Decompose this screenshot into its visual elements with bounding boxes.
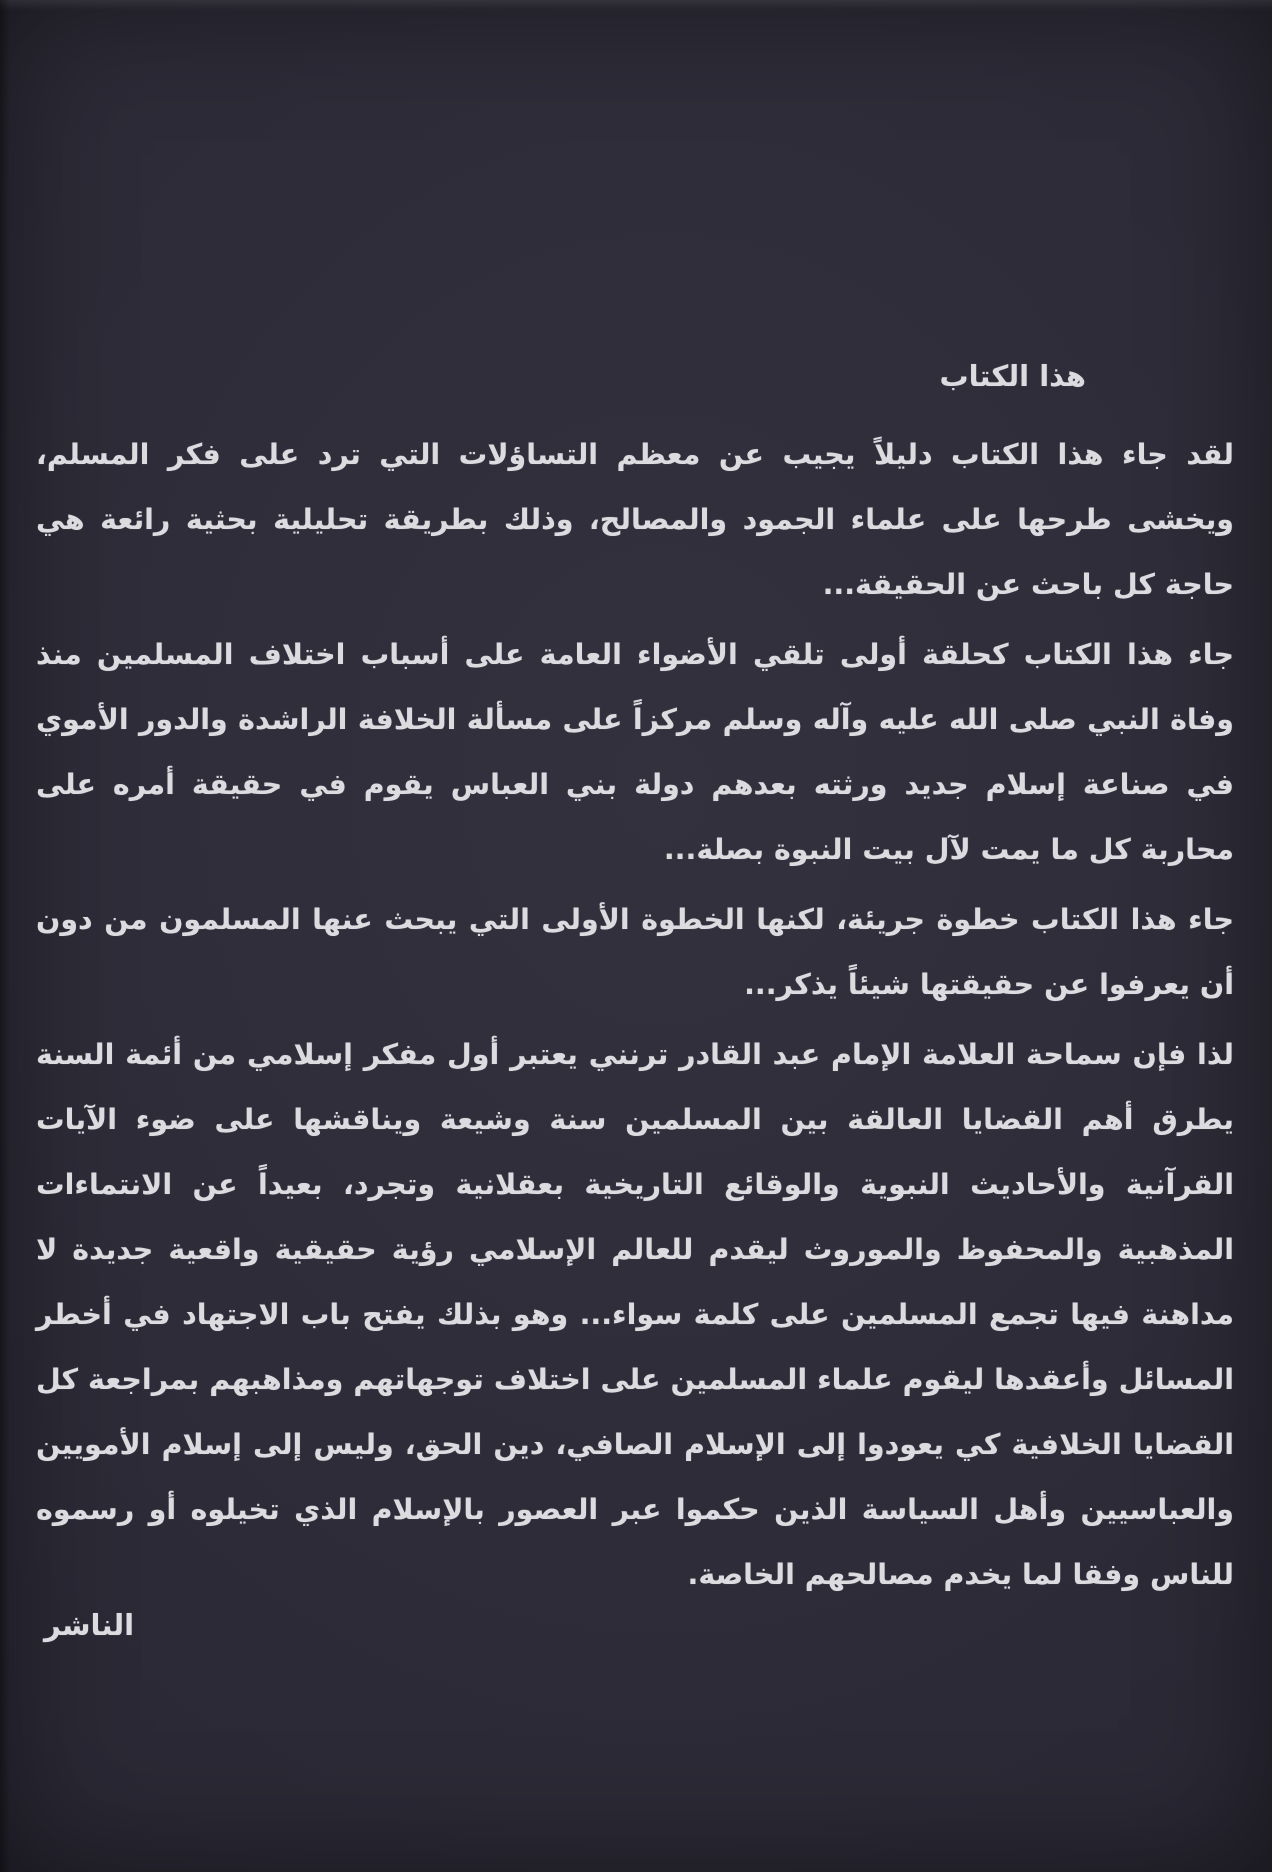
publisher-signature: الناشر (44, 1608, 135, 1642)
cover-left-edge-shadow (0, 0, 10, 1872)
back-cover-text-block (36, 352, 1234, 1612)
back-cover-paragraph-4: لذا فإن سماحة العلامة الإمام عبد القادر ترنني يعتبر أول مفكر إسلامي من أئمة السنة يطرق أهم القضايا العالقة بين المسلمين سنة وشيعة ويناقشها على ضوء الآيات القرآنية والأحاديث النبوية والوقائع التاريخية بعقلانية وتجرد، بعيداً عن الانتماءات المذهبية والمحفوظ والموروث ليقدم للعالم الإسلامي رؤية حقيقية واقعية جديدة لا مداهنة فيها تجمع المسلمين على كلمة سواء... وهو بذلك يفتح باب الاجتهاد في أخطر المسائل وأعقدها ليقوم علماء المسلمين على اختلاف توجهاتهم ومذاهبهم بمراجعة كل القضايا الخلافية كي يعودوا إلى الإسلام الصافي، دين الحق، وليس إلى إسلام الأمويين والعباسيين وأهل السياسة الذين حكموا عبر العصور بالإسلام الذي تخيلوه أو رسموه للناس وفقا لما يخدم مصالحهم الخاصة. (36, 1038, 1234, 1591)
back-cover-paragraph-1: لقد جاء هذا الكتاب دليلاً يجيب عن معظم التساؤلات التي ترد على فكر المسلم، ويخشى طرحها على علماء الجمود والمصالح، وذلك بطريقة تحليلية بحثية رائعة هي حاجة كل باحث عن الحقيقة... (36, 438, 1234, 601)
back-cover-paragraph-2: جاء هذا الكتاب كحلقة أولى تلقي الأضواء العامة على أسباب اختلاف المسلمين منذ وفاة النبي صلى الله عليه وآله وسلم مركزاً على مسألة الخلافة الراشدة والدور الأموي في صناعة إسلام جديد ورثته بعدهم دولة بني العباس يقوم في حقيقة أمره على محاربة كل ما يمت لآل بيت النبوة بصلة... (36, 638, 1234, 866)
back-cover-heading: هذا الكتاب (939, 359, 1086, 393)
back-cover-paragraph-3: جاء هذا الكتاب خطوة جريئة، لكنها الخطوة الأولى التي يبحث عنها المسلمون من دون أن يعرفوا عن حقيقتها شيئاً يذكر... (36, 903, 1234, 1001)
cover-top-edge-highlight (0, 0, 1272, 10)
